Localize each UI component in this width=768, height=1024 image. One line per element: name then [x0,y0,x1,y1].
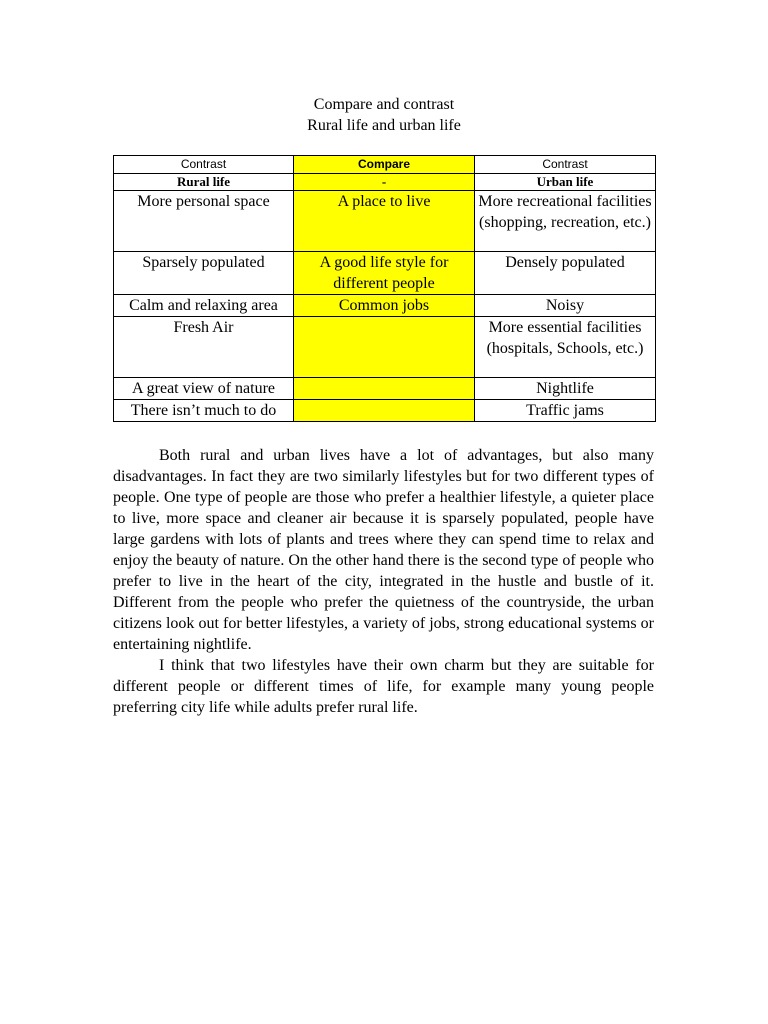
table-cell-urban: More recreational facilities (shopping, recreation, etc.) [475,191,656,252]
paragraph: I think that two lifestyles have their own charm but they are suitable for different people or different times of life, for example many young people preferring city life while adults prefer rural life. [113,657,654,716]
table-cell-rural: Sparsely populated [114,252,294,295]
header-cell-compare: Compare [294,156,475,174]
table-cell-rural: More personal space [114,191,294,252]
title-line-2: Rural life and urban life [307,117,461,134]
table-cell-rural: Fresh Air [114,317,294,378]
table-cell-compare [294,378,475,400]
table-row [114,191,656,252]
table-row [114,252,656,295]
header-cell-contrast-left: Contrast [114,156,294,174]
table-cell-compare [294,400,475,422]
subheader-cell-dash: - [294,174,475,191]
paragraph: Both rural and urban lives have a lot of advantages, but also many disadvantages. In fact they are two similarly lifestyles but for two different types of people. One type of people are those who prefer a healthier lifestyle, a quieter place to live, more space and cleaner air because it is sparsely populated, people have large gardens with lots of plants and trees where they can spend time to relax and enjoy the beauty of nature. On the other hand there is the second type of people who prefer to live in the heart of the city, integrated in the hustle and bustle of it. Different from the people who prefer the quietness of the countryside, the urban citizens look out for better lifestyles, a variety of jobs, strong educational systems or entertaining nightlife. [113,447,654,653]
document-title [0,94,768,136]
table-cell-compare: A place to live [294,191,475,252]
table-row [114,378,656,400]
table-cell-urban: Nightlife [475,378,656,400]
table-cell-urban: Traffic jams [475,400,656,422]
header-cell-contrast-right: Contrast [475,156,656,174]
table-row [114,317,656,378]
comparison-table [113,155,656,422]
table-row [114,295,656,317]
table-cell-rural: A great view of nature [114,378,294,400]
table-cell-urban: More essential facilities (hospitals, Schools, etc.) [475,317,656,378]
table-cell-compare: Common jobs [294,295,475,317]
table-cell-urban: Noisy [475,295,656,317]
table-subheader-row [114,174,656,191]
table-header-row [114,156,656,174]
table-cell-compare: A good life style for different people [294,252,475,295]
subheader-cell-rural: Rural life [114,174,294,191]
title-line-1: Compare and contrast [313,96,455,113]
subheader-cell-urban: Urban life [475,174,656,191]
table-cell-rural: There isn’t much to do [114,400,294,422]
table-cell-rural: Calm and relaxing area [114,295,294,317]
table-cell-compare [294,317,475,378]
essay-body [113,445,654,718]
table-row [114,400,656,422]
table-cell-urban: Densely populated [475,252,656,295]
